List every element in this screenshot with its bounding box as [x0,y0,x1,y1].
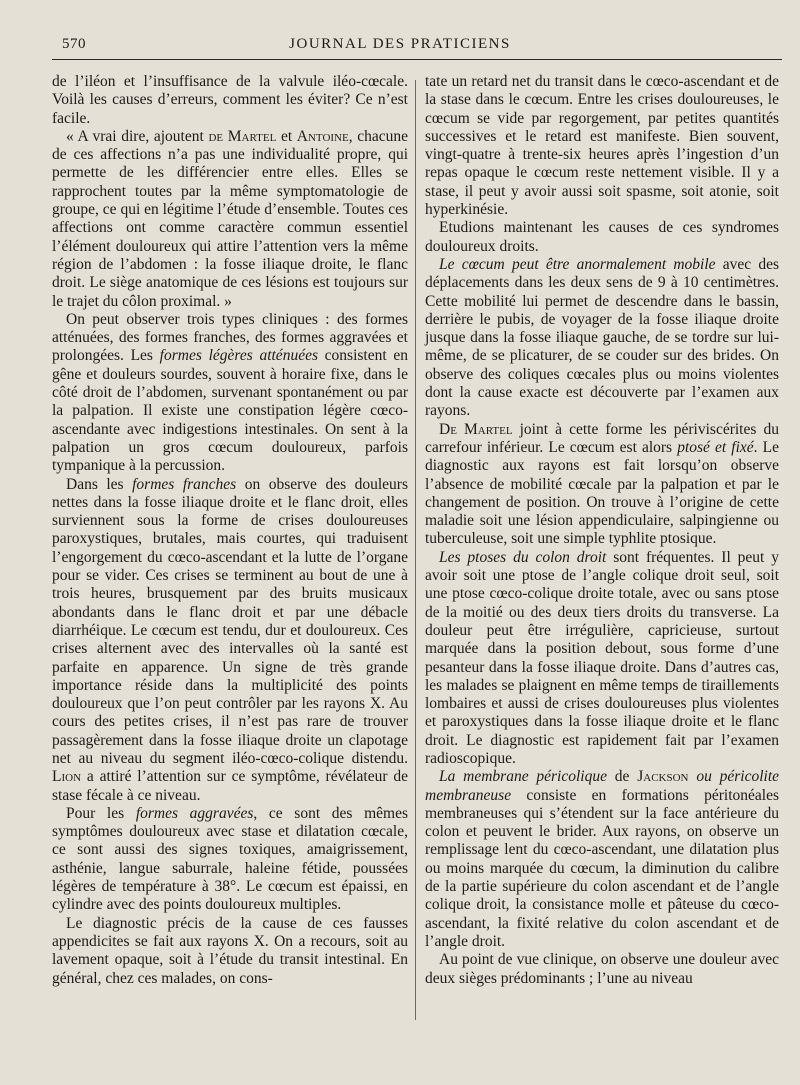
text-run: Le diagnostic précis de la cause de ces fausses appendicites se fait aux rayons X. On a recours, soit au lavement opaque, soit à l’étude du transit intestinal. En général, chez ces malades, on cons- [52,914,408,987]
italic-text: ou péricolite membraneuse [425,768,780,804]
text-run: et [276,127,297,145]
paragraph [425,73,779,219]
italic-text: ptosé et fixé [677,438,754,456]
text-run: , ce sont des mêmes symptômes douloureux avec stase et dilatation cœcale, ce sont aussi des signes toxiques, amaigrissement, asthénie, langue saburrale, haleine fétide, poussées légères de température à 38°. Le cœcum est épaissi, en cylindre avec des points douloureux multiples. [52,804,408,914]
text-run: Etudions maintenant les causes de ces syndromes douloureux droits. [425,219,779,255]
author-name: Lion [52,768,82,786]
text-run: Dans les [66,475,133,493]
author-name: Antoine [296,127,349,145]
paragraph [425,219,779,256]
column-divider [415,80,416,1020]
paragraph [52,476,408,805]
left-column [52,73,408,988]
text-run: a attiré l’attention sur ce symptôme, révélateur de stase fécale à ce niveau. [52,768,408,804]
paragraph [52,128,408,311]
paragraph [52,311,408,476]
paragraph [425,256,779,421]
text-run: On peut observer trois types cliniques : des formes atténuées, des formes franches, des formes aggravées et prolongées. Les [52,310,408,365]
journal-title: JOURNAL DES PRATICIENS [289,36,511,52]
page-number: 570 [62,36,86,52]
paragraph [52,805,408,915]
right-column [425,73,779,988]
italic-text: Le cœcum peut être anormalement mobile [439,255,716,273]
text-run: , chacune de ces affections n’a pas une individualité propre, qui permette de les différencier entre elles. Elles se rapprochent toutes par la même symptomatologie de groupe, ce qui en légitime l’étude d’ensemble. Toutes ces affections ont comme caractère commun essentiel l’élément douloureux qui attire l’attention vers la même région de l’abdomen : la fosse iliaque droite, le flanc droit. Le siège anatomique de ces lésions est toujours sur le trajet du côlon proximal. » [52,127,409,310]
paragraph [425,549,779,769]
text-run: sont fréquentes. Il peut y avoir soit une ptose de l’angle colique droit seul, soit une ptose cœco-colique droite totale, avec ou sans ptose de la moitié ou des deux tiers droits du transverse. La douleur peut être irrégulière, capricieuse, surtout marquée dans la position debout, sous forme d’une pesanteur dans la fosse iliaque droite. Dans d’autres cas, les malades se plaignent en même temps de tiraillements lombaires et aussi de crises douloureuses plus violentes et paroxystiques dans la fosse iliaque droite et le flanc droit. Le diagnostic est rapidement fait par l’examen radioscopique. [425,548,779,767]
italic-text: formes légères atténuées [159,347,318,365]
paragraph [425,421,779,549]
text-run: Pour les [66,804,136,822]
author-name: Jackson [637,768,689,786]
text-run: consistent en gêne et douleurs sourdes, souvent à horaire fixe, dans le côté droit de l’abdomen, survenant spontanément ou par la palpation. Il existe une constipation légère cœco-ascendante avec indigestions intestinales. On sent à la palpation un gros cœcum douloureux, parfois tympanique à la percussion. [52,347,409,475]
text-run: . Le diagnostic aux rayons est fait lorsqu’on observe l’absence de mobilité cœcale par la palpation et par le changement de position. On trouve à l’origine de cette maladie soit une lésion appendiculaire, salpingienne ou tuberculeuse, soit une simple typhlite ptosique. [425,438,779,548]
text-run: de l’iléon et l’insuffisance de la valvule iléo-cœcale. Voilà les causes d’erreurs, comment les éviter? Ce n’est facile. [52,73,408,127]
author-name: De Martel [439,420,513,438]
paragraph [52,915,408,988]
header-rule [52,59,782,60]
page-header [0,32,800,62]
italic-text: La membrane péricolique [439,768,607,786]
text-run: « A vrai dire, ajoutent [66,127,209,145]
text-run: on observe des douleurs nettes dans la fosse iliaque droite et le flanc droit, elles surviennent sous la forme de crises douloureuses paroxystiques, brutales, mais courtes, qui traduisent l’engorgement du cœco-ascendant et la lutte de l’organe pour se vider. Ces crises se terminent au bout de une à trois heures, brusquement par des bruits musicaux abondants dans le flanc droit et par une débacle diarrhéique. Le cœcum est tendu, dur et douloureux. Ces crises alternent avec des intervalles où la santé est parfaite en apparence. Un signe de très grande importance réside dans la multiplicité des points douloureux que l’on peut contrôler par les rayons X. Au cours des petites crises, il n’est pas rare de trouver passagèrement dans la fosse iliaque droite un clapotage net au niveau du segment iléo-cœco-colique distendu. [52,475,409,767]
text-run: consiste en formations péritonéales membraneuses qui s’étendent sur la face antérieure du colon et peuvent le brider. Aux rayons, on observe un remplissage lent du cœco-ascendant, une dilatation plus ou moins marquée du cœcum, la diminution du calibre de la partie supérieure du colon ascendant et de l’angle colique droit, la consistance molle et pâteuse du cœco-ascendant, la fixité relative du colon ascendant et de l’angle droit. [425,786,779,950]
author-name: de Martel [208,127,277,145]
paragraph [52,73,408,128]
italic-text: formes aggravées [135,804,254,822]
text-run: joint à cette forme les périviscérites du carrefour inférieur. Le cœcum est alors [425,420,779,456]
text-run: tate un retard net du transit dans le cœco-ascendant et de la stase dans le cœcum. Entre les crises douloureuses, le cœcum se vide par regorgement, par petites quantités successives et le retard est manifeste. Bien souvent, vingt-quatre à trente-six heures après l’ingestion d’un repas opaque le cœcum reste nettement visible. Il y a stase, il peut y avoir aussi soit spasme, soit atonie, soit hyperkinésie. [425,73,779,219]
text-run: Au point de vue clinique, on observe une douleur avec deux sièges prédominants ; l’une au niveau [425,951,779,987]
paragraph [425,768,779,951]
italic-text: Les ptoses du colon droit [439,548,607,566]
text-run: de [607,768,638,786]
paragraph [425,951,779,988]
italic-text: formes franches [132,475,237,493]
text-run: avec des déplacements dans les deux sens de 9 à 10 centimètres. Cette mobilité lui permet de descendre dans le bassin, derrière le pubis, de voyager de la fosse iliaque droite jusque dans la fosse iliaque gauche, de se tordre sur lui-même, de se plicaturer, de se couder sur des brides. On observe des coliques cœcales plus ou moins violentes dont la cause exacte est découverte par l’examen aux rayons. [425,255,779,420]
